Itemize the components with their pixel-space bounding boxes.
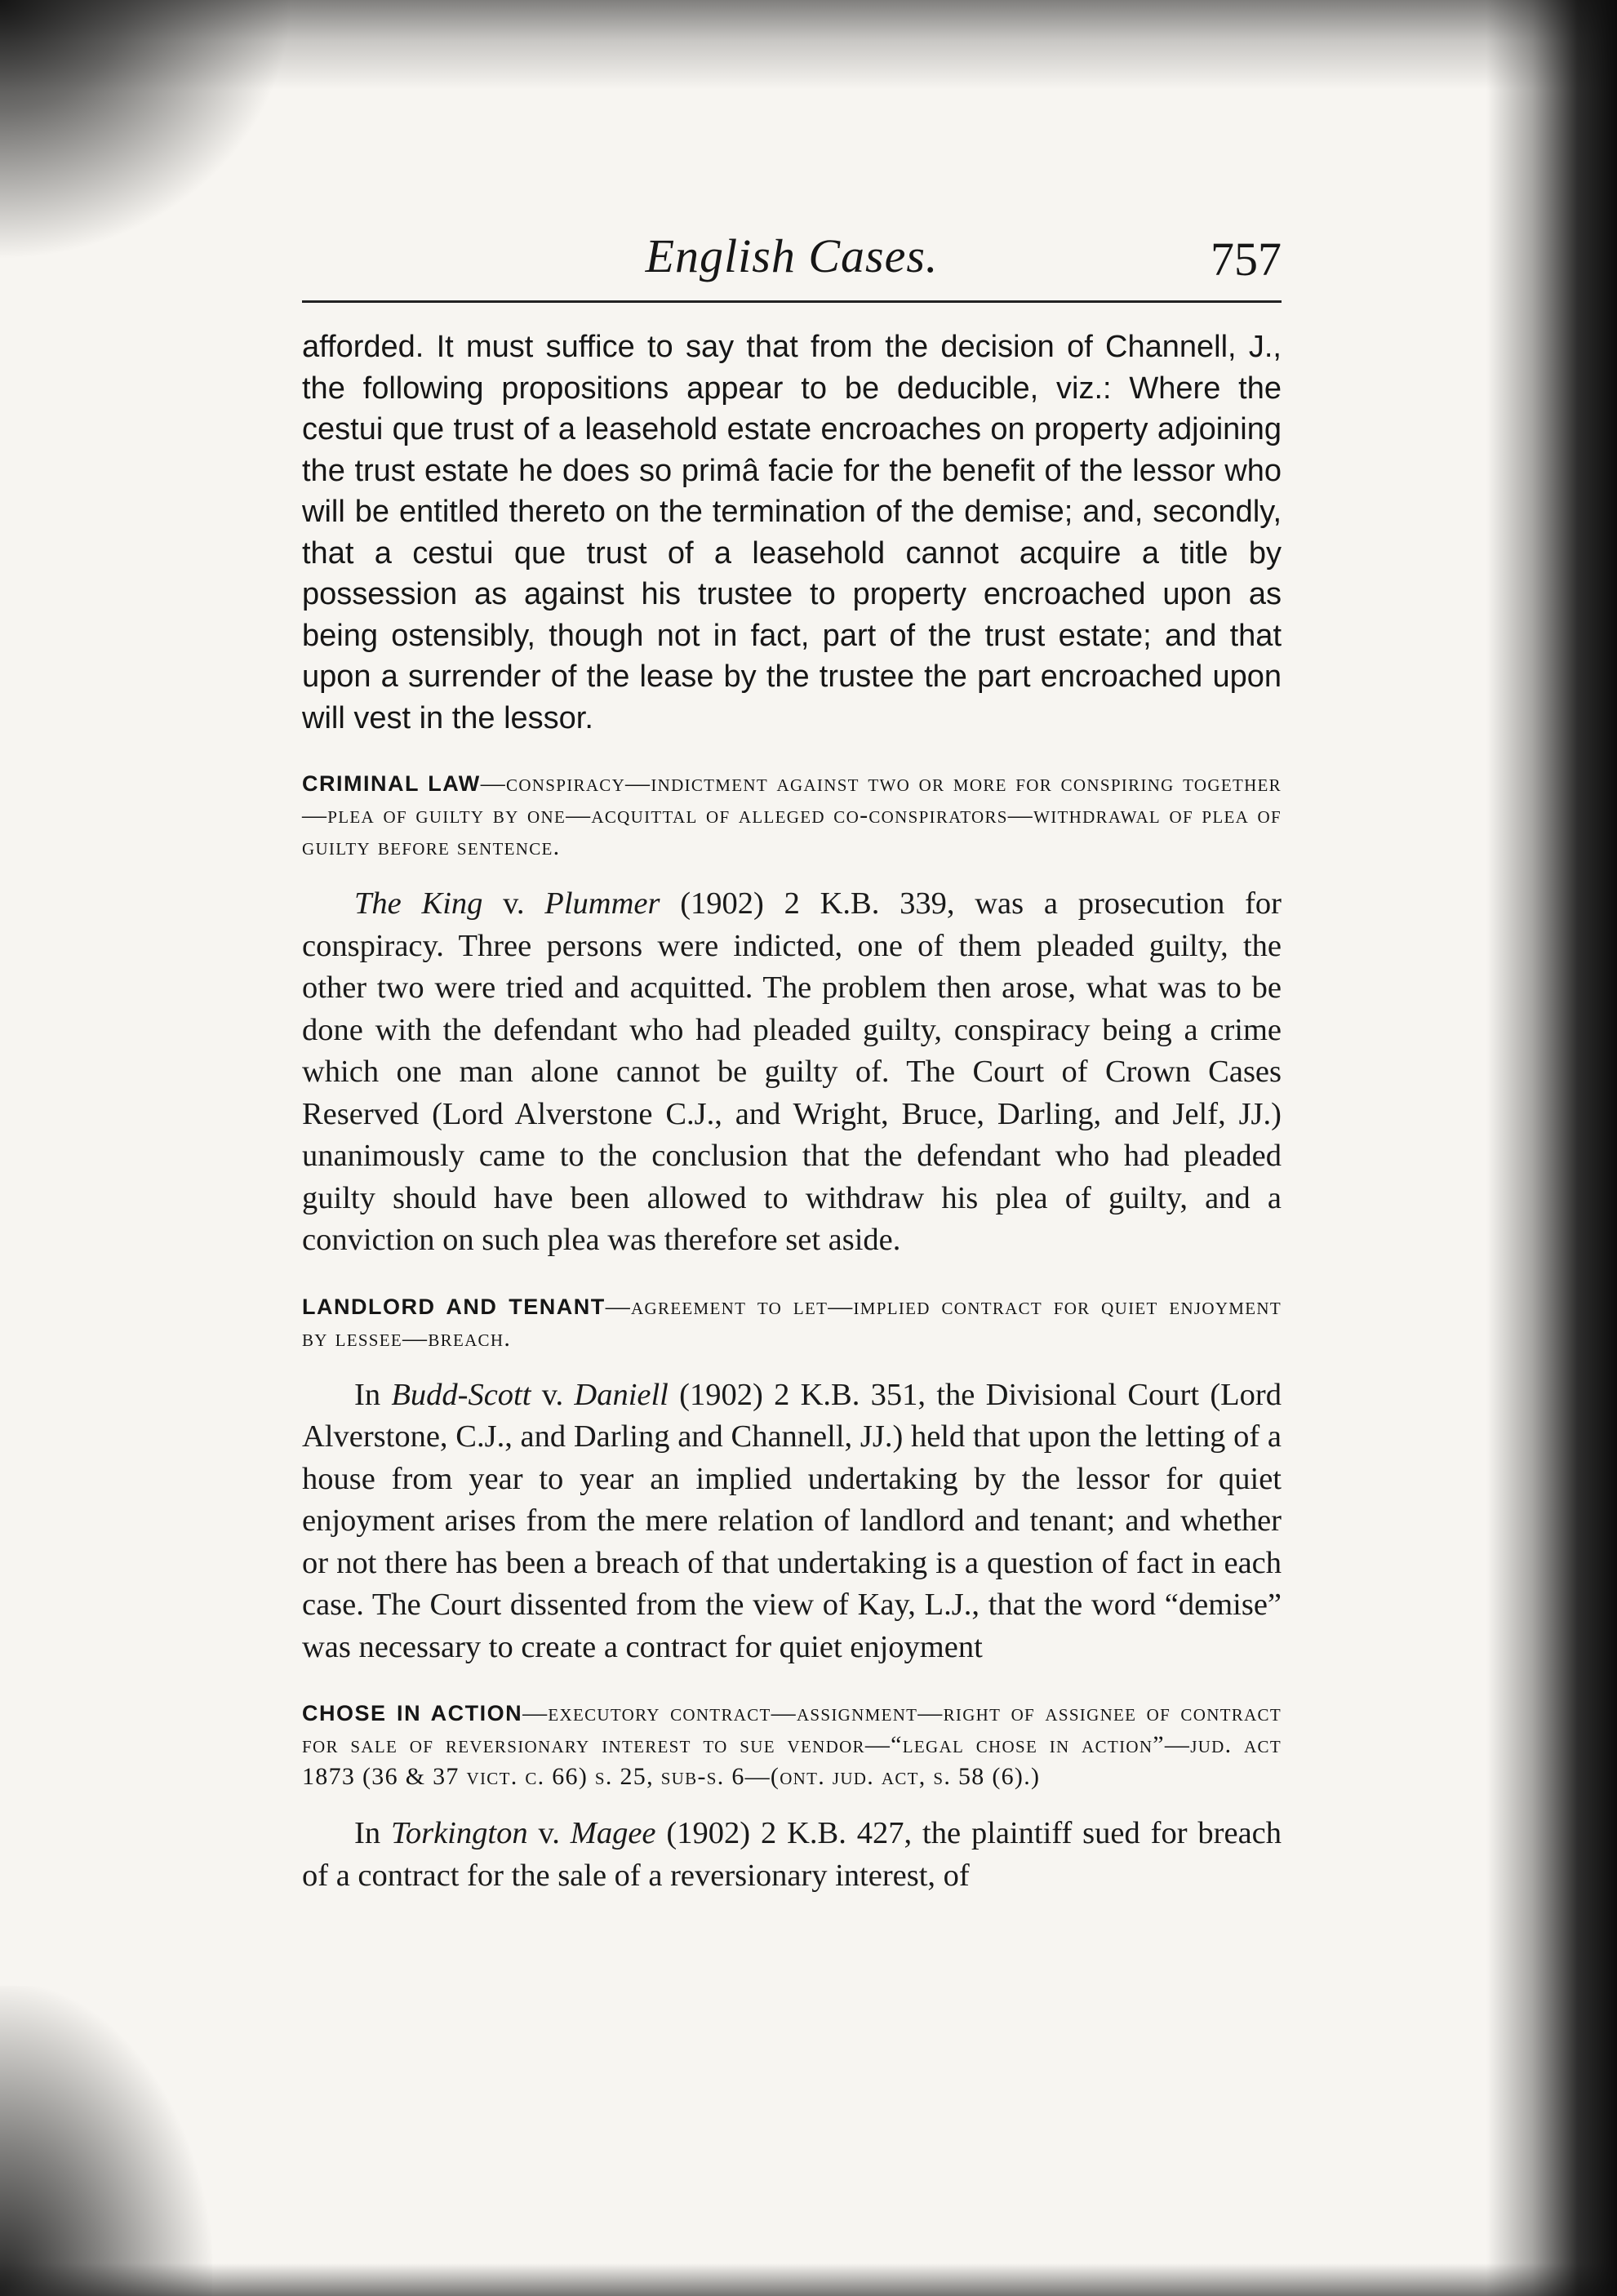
section-heading-landlord-and-tenant	[302, 1291, 1282, 1355]
case-versus: v.	[482, 886, 545, 921]
section-text: (1902) 2 K.B. 427, the plaintiff sued for breach of a contract for the sale of a reversionary interest, of	[302, 1816, 1282, 1893]
scan-gutter-right	[1486, 0, 1617, 2296]
section-heading-lead: LANDLORD AND TENANT	[302, 1294, 606, 1319]
section-heading-lead: CHOSE IN ACTION	[302, 1701, 523, 1725]
page-body	[302, 326, 1282, 1897]
section-heading-subject: —agreement to let—implied contract for quiet enjoyment by lessee—breach.	[302, 1292, 1282, 1352]
case-versus: v.	[531, 1377, 575, 1412]
section-heading-lead: CRIMINAL LAW	[302, 771, 481, 796]
case-party: Daniell	[574, 1377, 669, 1412]
section-paragraph-landlord-and-tenant	[302, 1374, 1282, 1669]
case-party: Plummer	[544, 886, 660, 921]
section-paragraph-criminal-law	[302, 883, 1282, 1262]
section-heading-chose-in-action	[302, 1698, 1282, 1793]
case-party: Magee	[570, 1816, 656, 1850]
scan-shadow-bottom	[0, 2263, 1617, 2296]
case-name: Torkington	[390, 1816, 528, 1850]
section-heading-subject: —executory contract—assignment—right of assignee of contract for sale of reversionary interest to sue vendor—“legal chose in action”—jud. act 1873 (36 & 37 vict. c. 66) s. 25, sub-s. 6—(ont. jud. act, s. 58 (6).)	[302, 1699, 1282, 1790]
case-prefix: In	[354, 1377, 392, 1412]
case-name: Budd-Scott	[391, 1377, 531, 1412]
scan-smudge-bottom-left	[0, 1986, 212, 2296]
header-rule	[302, 300, 1282, 303]
section-paragraph-chose-in-action	[302, 1813, 1282, 1897]
page-header	[302, 229, 1282, 294]
case-prefix: In	[354, 1816, 391, 1850]
section-heading-subject: —conspiracy—indictment against two or more for conspiring together—plea of guilty by one—acquittal of alleged co-conspirators—withdrawal of plea of guilty before sentence.	[302, 770, 1282, 860]
section-heading-criminal-law	[302, 768, 1282, 864]
section-text: (1902) 2 K.B. 351, the Divisional Court (Lord Alverstone, C.J., and Darling and Channell, JJ.) held that upon the letting of a house from year to year an implied undertaking by the lessor for quiet enjoyment arises from the mere relation of landlord and tenant; and whether or not there has been a breach of that undertaking is a question of fact in each case. The Court dissented from the view of Kay, L.J., that the word “demise” was necessary to create a contract for quiet enjoyment	[302, 1377, 1282, 1664]
page-number: 757	[1211, 233, 1282, 286]
case-name: The King	[354, 886, 483, 921]
running-head: English Cases.	[645, 229, 939, 282]
continued-paragraph: afforded. It must suffice to say that from the decision of Channell, J., the following propositions appear to be deducible, viz.: Where the cestui que trust of a leasehold estate encroaches on property adjoining the trust estate he does so primâ facie for the benefit of the lessor who will be entitled thereto on the termination of the demise; and, secondly, that a cestui que trust of a leasehold cannot acquire a title by possession as against his trustee to property encroached upon as being ostensibly, though not in fact, part of the trust estate; and that upon a surrender of the lease by the trustee the part encroached upon will vest in the lessor.	[302, 330, 1282, 735]
scan-smudge-top-left	[0, 0, 294, 261]
case-versus: v.	[527, 1816, 571, 1850]
section-text: (1902) 2 K.B. 339, was a prosecution for conspiracy. Three persons were indicted, one of them pleaded guilty, the other two were tried and acquitted. The problem then arose, what was to be done with the defendant who had pleaded guilty, conspiracy being a crime which one man alone cannot be guilty of. The Court of Crown Cases Reserved (Lord Alverstone C.J., and Wright, Bruce, Darling, and Jelf, JJ.) unanimously came to the conclusion that the defendant who had pleaded guilty should have been allowed to withdraw his plea of guilty, and a conviction on such plea was therefore set aside.	[302, 886, 1282, 1257]
